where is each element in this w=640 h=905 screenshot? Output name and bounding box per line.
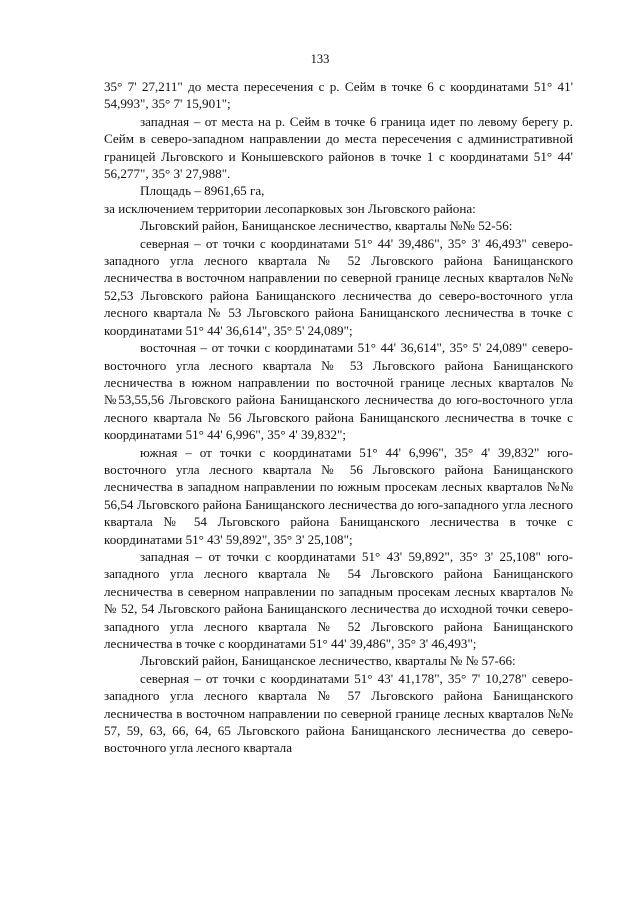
paragraph-9: западная – от точки с координатами 51° 43' 59,892", 35° 3' 25,108" юго-западного угла лесного квартала № 54 Льговского района Банищанского лесничества в северном направлении по западным просекам лесных кварталов №№ 52, 54 Льговского района Банищанского лесничества до исходной точки северо-западного угла лесного квартала № 52 Льговского района Банищанского лесничества в точке с координатами 51° 44' 39,486", 35° 3' 46,493";	[104, 548, 573, 651]
paragraph-4: за исключением территории лесопарковых зон Льговского района:	[104, 200, 476, 216]
paragraph-3: Площадь – 8961,65 га,	[140, 183, 265, 199]
paragraph-8: южная – от точки с координатами 51° 44' 6,996", 35° 4' 39,832" юго-восточного угла лесного квартала № 56 Льговского района Банищанского лесничества в западном направлении по южным просекам лесных кварталов №№ 56,54 Льговского района Банищанского лесничества до юго-западного угла лесного квартала № 54 Льговского района Банищанского лесничества в точке с координатами 51° 43' 59,892", 35° 3' 25,108";	[104, 444, 573, 547]
paragraph-2: западная – от места на р. Сейм в точке 6 граница идет по левому берегу р. Сейм в северо-западном направлении до места пересечения с административной границей Льговского и Конышевского районов в точке 1 с координатами 51° 44' 56,277", 35° 3' 27,988".	[104, 113, 573, 182]
page-number: 133	[310, 52, 330, 66]
paragraph-6: северная – от точки с координатами 51° 44' 39,486", 35° 3' 46,493" северо-западного угла лесного квартала № 52 Льговского района Банищанского лесничества в восточном направлении по северной границе лесных кварталов №№ 52,53 Льговского района Банищанского лесничества до северо-восточного угла лесного квартала № 53 Льговского района Банищанского лесничества в точке с координатами 51° 44' 36,614", 35° 5' 24,089";	[104, 235, 573, 338]
document-body	[104, 78, 573, 757]
paragraph-11: северная – от точки с координатами 51° 43' 41,178", 35° 7' 10,278" северо-западного угла лесного квартала № 57 Льговского района Банищанского лесничества в восточном направлении по северной границе лесных кварталов №№ 57, 59, 63, 66, 64, 65 Льговского района Банищанского лесничества до северо-восточного угла лесного квартала	[104, 670, 573, 756]
paragraph-7: восточная – от точки с координатами 51° 44' 36,614", 35° 5' 24,089" северо-восточного угла лесного квартала № 53 Льговского района Банищанского лесничества в южном направлении по восточной границе лесных кварталов №№53,55,56 Льговского района Банищанского лесничества до юго-восточного угла лесного квартала № 56 Льговского района Банищанского лесничества в точке с координатами 51° 44' 6,996", 35° 4' 39,832";	[104, 340, 573, 443]
paragraph-5: Льговский район, Банищанское лесничество, кварталы №№ 52-56:	[140, 218, 513, 234]
paragraph-1: 35° 7' 27,211" до места пересечения с р. Сейм в точке 6 с координатами 51° 41' 54,993", 35° 7' 15,901";	[104, 79, 573, 112]
paragraph-10: Льговский район, Банищанское лесничество, кварталы № № 57-66:	[140, 653, 516, 669]
